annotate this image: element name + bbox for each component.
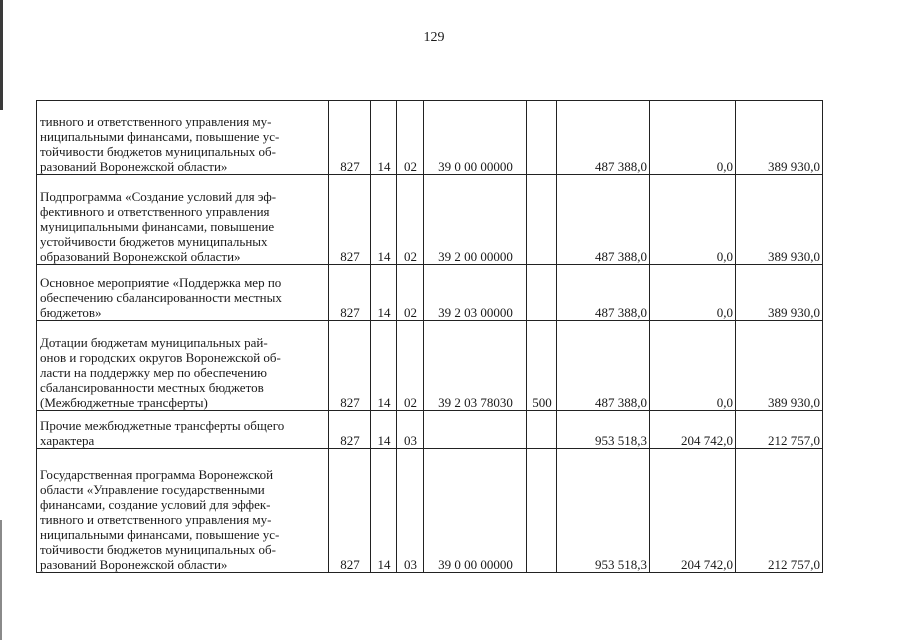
- cell-sum-3: 212 757,0: [736, 449, 823, 573]
- cell-sum-1: 487 388,0: [557, 321, 650, 411]
- cell-vr: [527, 265, 557, 321]
- cell-rz: 14: [371, 321, 397, 411]
- cell-pr: 03: [397, 449, 424, 573]
- row-name: Прочие межбюджетные трансферты общего характера: [37, 411, 329, 449]
- cell-csr: [424, 411, 527, 449]
- cell-sum-2: 0,0: [650, 101, 736, 175]
- page-number: 129: [423, 30, 445, 45]
- row-name: Государственная программа Воронежской области «Управление государственными финансами, создание условий для эффек- тивного и ответственного управления му- ниципальными финансами, повышение ус- тойчивости бюджетов муниципальных об- разований Воронежской области»: [37, 449, 329, 573]
- cell-csr: 39 2 03 78030: [424, 321, 527, 411]
- table-row: [37, 449, 823, 573]
- cell-rz: 14: [371, 175, 397, 265]
- cell-gr: 827: [329, 101, 371, 175]
- cell-gr: 827: [329, 321, 371, 411]
- cell-sum-2: 204 742,0: [650, 411, 736, 449]
- cell-csr: 39 0 00 00000: [424, 101, 527, 175]
- page-edge-shadow-lower: [0, 520, 2, 640]
- cell-vr: [527, 175, 557, 265]
- cell-rz: 14: [371, 101, 397, 175]
- cell-vr: [527, 411, 557, 449]
- cell-sum-1: 487 388,0: [557, 101, 650, 175]
- cell-gr: 827: [329, 175, 371, 265]
- row-name: Основное мероприятие «Поддержка мер по обеспечению сбалансированности местных бюджетов»: [37, 265, 329, 321]
- cell-csr: 39 2 00 00000: [424, 175, 527, 265]
- cell-pr: 03: [397, 411, 424, 449]
- row-name: Подпрограмма «Создание условий для эф- фективного и ответственного управления муниципальными финансами, повышение устойчивости бюджетов муниципальных образований Воронежской области»: [37, 175, 329, 265]
- cell-vr: [527, 101, 557, 175]
- page-edge-shadow: [0, 0, 3, 110]
- cell-sum-2: 0,0: [650, 321, 736, 411]
- cell-sum-3: 389 930,0: [736, 101, 823, 175]
- cell-gr: 827: [329, 265, 371, 321]
- cell-sum-3: 212 757,0: [736, 411, 823, 449]
- cell-pr: 02: [397, 101, 424, 175]
- cell-csr: 39 0 00 00000: [424, 449, 527, 573]
- cell-sum-1: 953 518,3: [557, 449, 650, 573]
- table-row: [37, 265, 823, 321]
- budget-table: [36, 100, 823, 573]
- cell-sum-3: 389 930,0: [736, 265, 823, 321]
- cell-sum-1: 487 388,0: [557, 175, 650, 265]
- cell-vr: 500: [527, 321, 557, 411]
- cell-sum-1: 953 518,3: [557, 411, 650, 449]
- cell-sum-2: 204 742,0: [650, 449, 736, 573]
- cell-gr: 827: [329, 449, 371, 573]
- cell-sum-3: 389 930,0: [736, 175, 823, 265]
- table-row: [37, 321, 823, 411]
- cell-csr: 39 2 03 00000: [424, 265, 527, 321]
- cell-pr: 02: [397, 175, 424, 265]
- cell-vr: [527, 449, 557, 573]
- cell-pr: 02: [397, 265, 424, 321]
- row-name: тивного и ответственного управления му- ниципальными финансами, повышение ус- тойчивости бюджетов муниципальных об- разований Воронежской области»: [37, 101, 329, 175]
- cell-gr: 827: [329, 411, 371, 449]
- cell-pr: 02: [397, 321, 424, 411]
- table-row: [37, 411, 823, 449]
- cell-rz: 14: [371, 449, 397, 573]
- cell-sum-2: 0,0: [650, 175, 736, 265]
- table-row: [37, 175, 823, 265]
- row-name: Дотации бюджетам муниципальных рай- онов и городских округов Воронежской об- ласти на поддержку мер по обеспечению сбалансированности местных бюджетов (Межбюджетные трансферты): [37, 321, 329, 411]
- cell-sum-1: 487 388,0: [557, 265, 650, 321]
- cell-sum-2: 0,0: [650, 265, 736, 321]
- cell-rz: 14: [371, 265, 397, 321]
- cell-sum-3: 389 930,0: [736, 321, 823, 411]
- table-row: [37, 101, 823, 175]
- cell-rz: 14: [371, 411, 397, 449]
